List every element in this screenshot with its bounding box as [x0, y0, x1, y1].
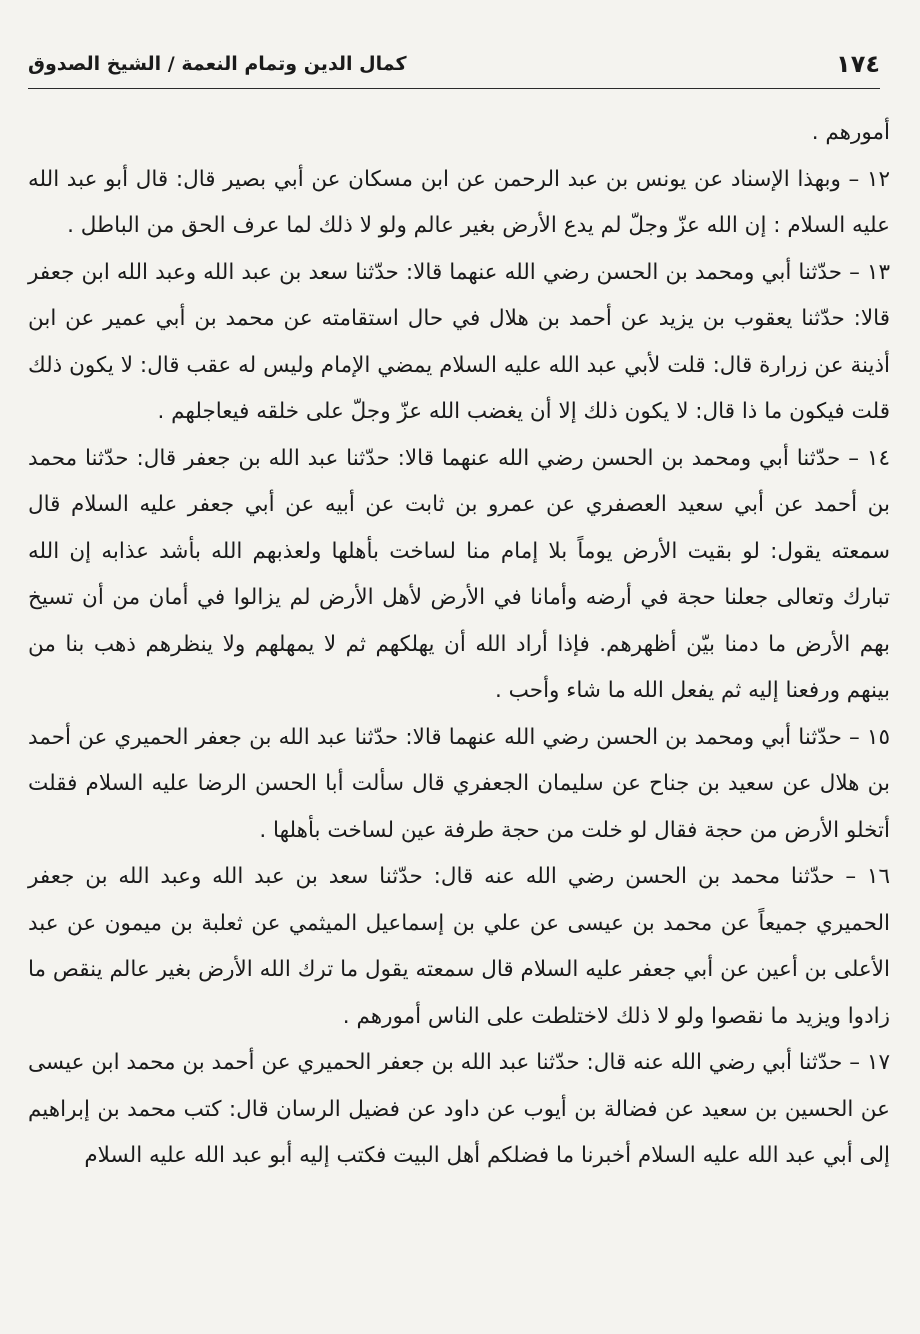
book-title: كمال الدين وتمام النعمة / الشيخ الصدوق	[28, 53, 407, 75]
paragraph-continuation: أمورهم .	[811, 120, 890, 145]
hadith-12: ١٢ – وبهذا الإسناد عن يونس بن عبد الرحمن عن ابن مسكان عن أبي بصير قال: قال أبو عبد الله عليه السلام : إن الله عزّ وجلّ لم يدع الأرض بغير عالم ولو لا ذلك لما عرف الحق من الباطل .	[28, 166, 890, 238]
page-number: ١٧٤	[836, 50, 880, 78]
hadith-17: ١٧ – حدّثنا أبي رضي الله عنه قال: حدّثنا عبد الله بن جعفر الحميري عن أحمد بن محمد ابن عيسى عن الحسين بن سعيد عن فضالة بن أيوب عن داود عن فضيل الرسان قال: كتب محمد بن إبراهيم إلى أبي عبد الله عليه السلام أخبرنا ما فضلكم أهل البيت فكتب إليه أبو عبد الله عليه السلام	[28, 1050, 890, 1168]
hadith-13: ١٣ – حدّثنا أبي ومحمد بن الحسن رضي الله عنهما قالا: حدّثنا سعد بن عبد الله وعبد الله ابن جعفر قالا: حدّثنا يعقوب بن يزيد عن أحمد بن هلال في حال استقامته عن محمد بن أبي عمير عن ابن أذينة عن زرارة قال: قلت لأبي عبد الله عليه السلام يمضي الإمام وليس له عقب قال: لا يكون ذلك قلت فيكون ما ذا قال: لا يكون ذلك إلا أن يغضب الله عزّ وجلّ على خلقه فيعاجلهم .	[28, 259, 890, 424]
hadith-14: ١٤ – حدّثنا أبي ومحمد بن الحسن رضي الله عنهما قالا: حدّثنا عبد الله بن جعفر قال: حدّثنا محمد بن أحمد عن أبي سعيد العصفري عن عمرو بن ثابت عن أبيه عن أبي جعفر عليه السلام قال سمعته يقول: لو بقيت الأرض يوماً بلا إمام منا لساخت بأهلها ولعذبهم الله بأشد عذابه إن الله تبارك وتعالى جعلنا حجة في أرضه وأمانا في الأرض لأهل الأرض لم يزالوا في أمان من أن تسيخ بهم الأرض ما دمنا بيّن أظهرهم. فإذا أراد الله أن يهلكهم ثم لا يمهلهم ولا ينظرهم ذهب بنا من بينهم ورفعنا إليه ثم يفعل الله ما شاء وأحب .	[28, 445, 890, 703]
hadith-15: ١٥ – حدّثنا أبي ومحمد بن الحسن رضي الله عنهما قالا: حدّثنا عبد الله بن جعفر الحميري عن أحمد بن هلال عن سعيد بن جناح عن سليمان الجعفري قال سألت أبا الحسن الرضا عليه السلام فقلت أتخلو الأرض من حجة فقال لو خلت من حجة طرفة عين لساخت بأهلها .	[28, 724, 890, 843]
hadith-16: ١٦ – حدّثنا محمد بن الحسن رضي الله عنه قال: حدّثنا سعد بن عبد الله وعبد الله بن جعفر الحميري جميعاً عن محمد بن عيسى عن علي بن إسماعيل الميثمي عن ثعلبة بن ميمون عن عبد الأعلى بن أعين عن أبي جعفر عليه السلام قال سمعته يقول ما ترك الله الأرض بغير عالم ينقص ما زادوا ويزيد ما نقصوا ولو لا ذلك لاختلطت على الناس أمورهم .	[28, 864, 890, 1029]
page-body	[28, 110, 890, 1314]
page-header	[28, 44, 880, 89]
